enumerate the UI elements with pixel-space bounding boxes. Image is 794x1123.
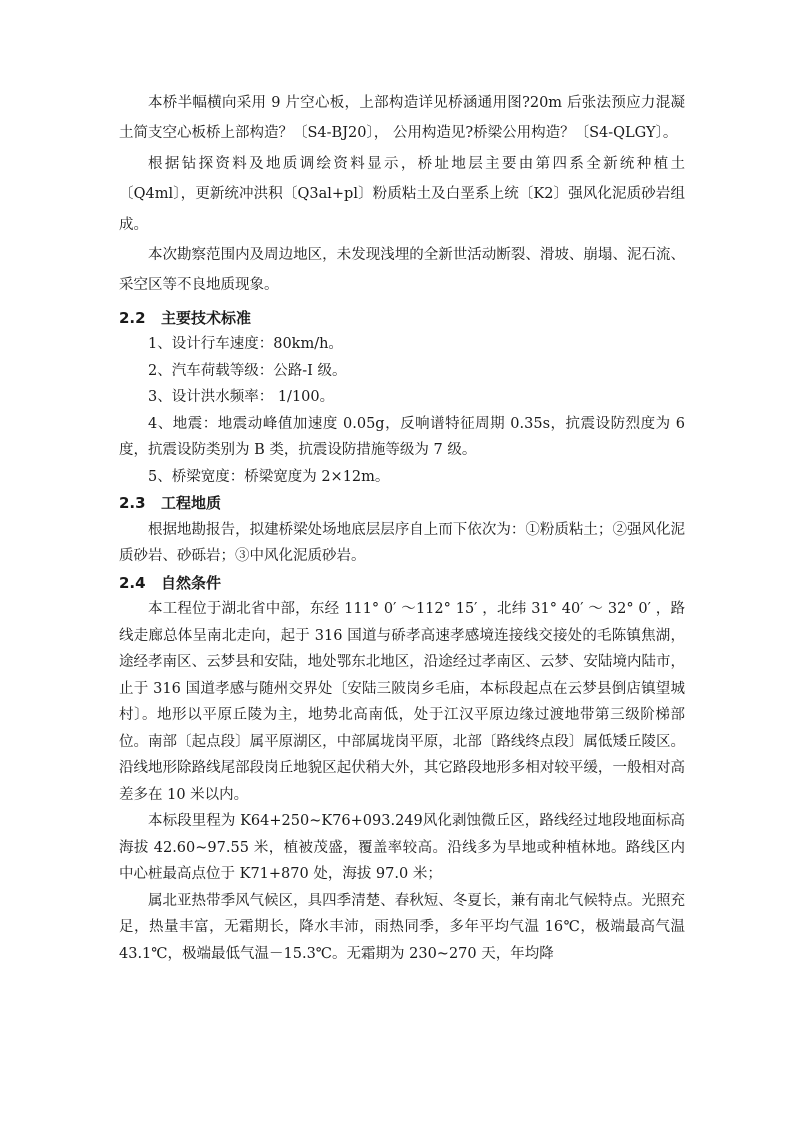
section-2-4-heading [119,570,685,597]
natural-paragraph-3: 属北亚热带季风气候区，具四季清楚、春秋短、冬夏长，兼有南北气候特点。光照充足，热量丰富，无霜期长，降水丰沛，雨热同季，多年平均气温 16℃，极端最高气温 43.1℃，极端最低气温－15.3℃。无霜期为 230~270 天，年均降 [119,892,685,962]
section-2-4 [119,570,685,968]
natural-paragraph-2: 本标段里程为 K64+250~K76+093.249风化剥蚀微丘区，路线经过地段地面标高海拔 42.60~97.55 米，植被茂盛，覆盖率较高。沿线多为旱地或种植林地。路线区内中心桩最高点位于 K71+870 处，海拔 97.0 米； [119,813,685,883]
spec-item-3: 3、设计洪水频率： 1/100。 [148,389,335,406]
intro-paragraph-3: 本次勘察范围内及周边地区，未发现浅埋的全新世活动断裂、滑坡、崩塌、泥石流、采空区等不良地质现象。 [119,247,685,294]
section-number: 2.4 [119,573,146,592]
document-body [119,88,685,967]
spec-item-5: 5、桥梁宽度：桥梁宽度为 2×12m。 [148,468,390,485]
section-2-3 [119,490,685,570]
section-title: 自然条件 [161,573,222,592]
spec-item-4: 4、地震：地震动峰值加速度 0.05g，反响谱特征周期 0.35s，抗震设防烈度为 6 度，抗震设防类别为 B 类，抗震设防措施等级为 7 级。 [119,415,685,459]
section-title: 工程地质 [161,494,222,513]
natural-paragraph-1: 本工程位于湖北省中部，东经 111° 0′ ～112° 15′ ，北纬 31° 40′ ～ 32° 0′ ，路线走廊总体呈南北走向，起于 316 国道与硚孝高速孝感境连接线交接处的毛陈镇焦湖，途经孝南区、云梦县和安陆，地处鄂东北地区，沿途经过孝南区、云梦、安陆境内陆市，止于 316 国道孝感与随州交界处〔安陆三陂岗乡毛庙，本标段起点在云梦县倒店镇望城村〕。地形以平原丘陵为主，地势北高南低，处于江汉平原边缘过渡地带第三级阶梯部位。南部〔起点段〕属平原湖区，中部属垅岗平原，北部〔路线终点段〕属低矮丘陵区。沿线地形除路线尾部段岗丘地貌区起伏稍大外，其它路段地形多相对较平缓，一般相对高差多在 10 米以内。 [119,601,685,803]
section-number: 2.3 [119,494,146,513]
intro-section [119,88,685,301]
intro-paragraph-1: 本桥半幅横向采用 9 片空心板，上部构造详见桥涵通用图?20m 后张法预应力混凝土简支空心板桥上部构造？〔S4-BJ20〕， 公用构造见?桥梁公用构造？〔S4-QLGY〕。 [119,95,685,142]
section-number: 2.2 [119,308,146,327]
section-2-3-heading [119,490,685,517]
spec-item-2: 2、汽车荷载等级：公路-I 级。 [148,362,347,379]
section-2-2-heading [119,305,685,332]
spec-item-1: 1、设计行车速度：80km/h。 [148,336,343,353]
section-2-2 [119,305,685,491]
intro-paragraph-2: 根据钻探资料及地质调绘资料显示，桥址地层主要由第四系全新统种植土〔Q4ml〕，更新统冲洪积〔Q3al+pl〕粉质粘土及白垩系上统〔K2〕强风化泥质砂岩组成。 [119,155,685,233]
section-title: 主要技术标准 [161,308,252,327]
geology-paragraph: 根据地勘报告，拟建桥梁处场地底层层序自上而下依次为：①粉质粘土；②强风化泥质砂岩、砂砾岩；③中风化泥质砂岩。 [119,521,685,565]
